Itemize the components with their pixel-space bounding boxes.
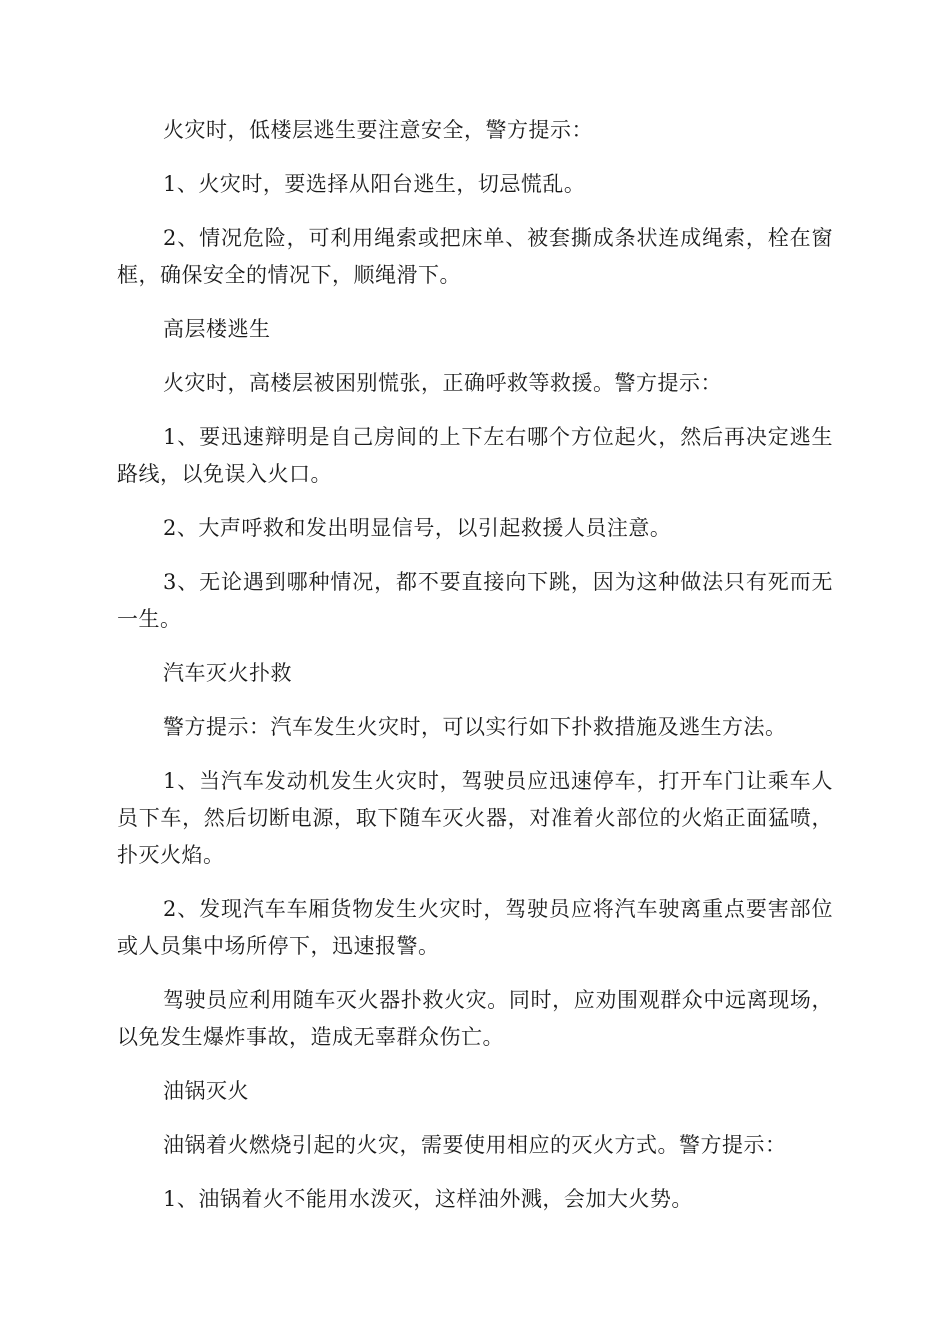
paragraph-car-fire-tip-1: 1、当汽车发动机发生火灾时，驾驶员应迅速停车，打开车门让乘车人员下车，然后切断电源，取下随车灭火器，对准着火部位的火焰正面猛喷，扑灭火焰。 — [117, 769, 833, 867]
paragraph-low-floor-tip-1: 1、火灾时，要选择从阳台逃生，切忌慌乱。 — [163, 172, 586, 196]
paragraph-car-fire-intro: 警方提示：汽车发生火灾时，可以实行如下扑救措施及逃生方法。 — [163, 715, 787, 739]
paragraph-car-fire-tip-2: 2、发现汽车车厢货物发生火灾时，驾驶员应将汽车驶离重点要害部位或人员集中场所停下，迅速报警。 — [117, 897, 833, 958]
section-heading-car-fire: 汽车灭火扑救 — [163, 661, 292, 685]
paragraph-high-floor-intro: 火灾时，高楼层被困别慌张，正确呼救等救援。警方提示： — [163, 371, 722, 395]
document-body — [117, 112, 833, 1235]
section-heading-high-floor: 高层楼逃生 — [163, 317, 271, 341]
paragraph-high-floor-tip-2: 2、大声呼救和发出明显信号，以引起救援人员注意。 — [163, 516, 672, 540]
paragraph-high-floor-tip-3: 3、无论遇到哪种情况，都不要直接向下跳，因为这种做法只有死而无一生。 — [117, 570, 833, 631]
paragraph-oil-pan-intro: 油锅着火燃烧引起的火灾，需要使用相应的灭火方式。警方提示： — [163, 1133, 787, 1157]
paragraph-low-floor-tip-2: 2、情况危险，可利用绳索或把床单、被套撕成条状连成绳索，栓在窗框，确保安全的情况下，顺绳滑下。 — [117, 226, 833, 287]
paragraph-low-floor-intro: 火灾时，低楼层逃生要注意安全，警方提示： — [163, 118, 593, 142]
paragraph-high-floor-tip-1: 1、要迅速辩明是自己房间的上下左右哪个方位起火，然后再决定逃生路线，以免误入火口。 — [117, 425, 833, 486]
paragraph-car-fire-tip-3: 驾驶员应利用随车灭火器扑救火灾。同时，应劝围观群众中远离现场，以免发生爆炸事故，造成无辜群众伤亡。 — [117, 988, 833, 1049]
paragraph-oil-pan-tip-1: 1、油锅着火不能用水泼灭，这样油外溅，会加大火势。 — [163, 1187, 693, 1211]
section-heading-oil-pan-fire: 油锅灭火 — [163, 1079, 249, 1103]
